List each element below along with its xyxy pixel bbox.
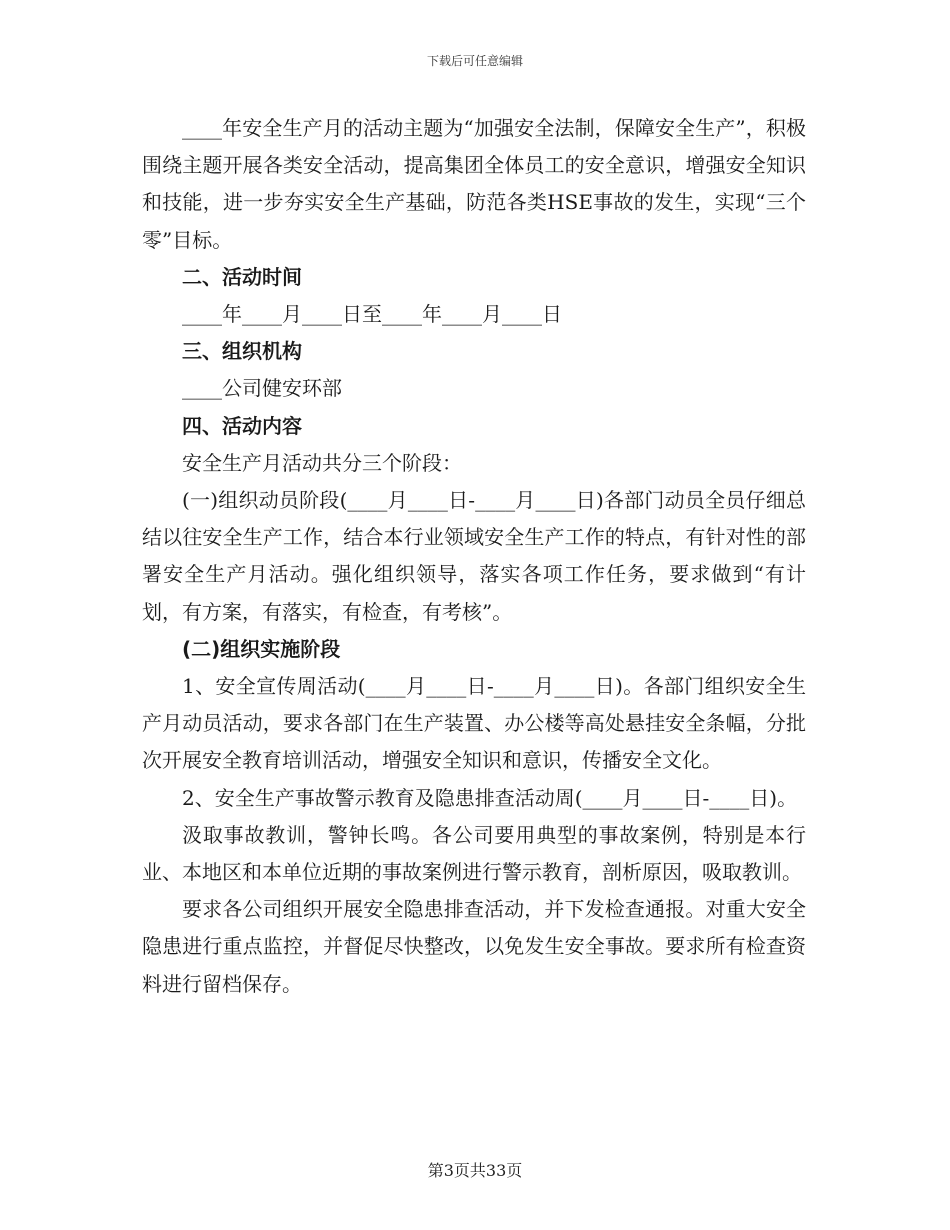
stage-two-heading: (二)组织实施阶段 (182, 636, 341, 661)
page-number-footer: 第3页共33页 (427, 1161, 523, 1180)
organization-paragraph: ____公司健安环部 (182, 376, 342, 401)
section-heading-content: 四、活动内容 (182, 413, 302, 438)
intro-paragraph: ____年安全生产月的活动主题为“加强安全法制，保障安全生产”，积极围绕主题开展各类安全活动，提高集团全体员工的安全意识，增强安全知识和技能，进一步夯实安全生产基础，防范各类HSE事故的发生，实现“三个零”目标。 (142, 116, 806, 252)
stages-intro-paragraph: 安全生产月活动共分三个阶段： (182, 450, 462, 475)
stage-one-paragraph: (一)组织动员阶段(____月____日-____月____日)各部门动员全员仔细总结以往安全生产工作，结合本行业领域安全生产工作的特点，有针对性的部署安全生产月活动。强化组织领导，落实各项工作任务，要求做到“有计划，有方案，有落实，有检查，有考核”。 (142, 488, 806, 624)
lesson-paragraph: 汲取事故教训，警钟长鸣。各公司要用典型的事故案例，特别是本行业、本地区和本单位近期的事故案例进行警示教育，剖析原因，吸取教训。 (142, 822, 806, 885)
section-heading-time: 二、活动时间 (182, 264, 302, 289)
item-two-paragraph: 2、安全生产事故警示教育及隐患排查活动周(____月____日-____日)。 (182, 785, 798, 810)
item-one-paragraph: 1、安全宣传周活动(____月____日-____月____日)。各部门组织安全生产月动员活动，要求各部门在生产装置、办公楼等高处悬挂安全条幅，分批次开展安全教育培训活动，增强安全知识和意识，传播安全文化。 (142, 674, 806, 773)
page-header: 下载后可任意编辑 (426, 54, 523, 68)
time-paragraph: ____年____月____日至____年____月____日 (182, 302, 562, 327)
document-body (142, 110, 806, 1003)
inspection-paragraph: 要求各公司组织开展安全隐患排查活动，并下发检查通报。对重大安全隐患进行重点监控，并督促尽快整改，以免发生安全事故。要求所有检查资料进行留档保存。 (142, 897, 806, 996)
section-heading-organization: 三、组织机构 (182, 339, 302, 364)
